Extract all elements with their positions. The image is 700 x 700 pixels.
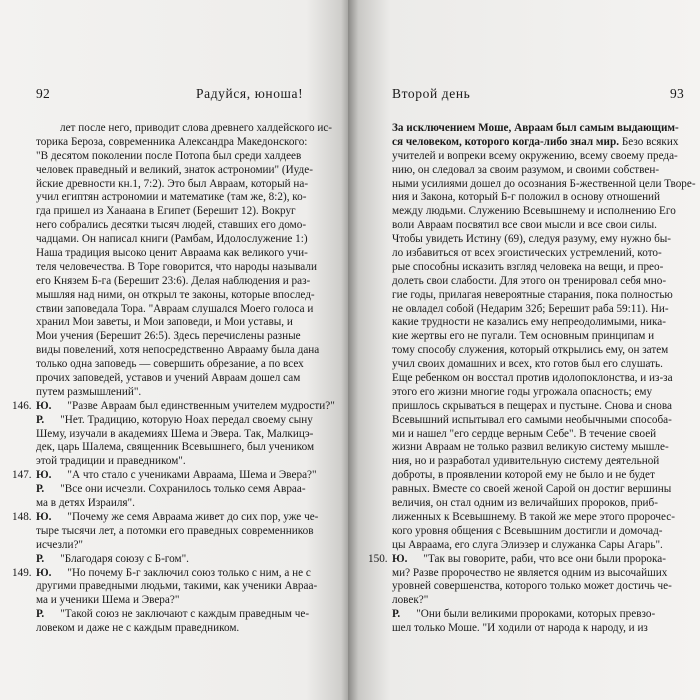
text-line: ния и Закона, который Б-г положил в основу отношений <box>392 191 661 204</box>
dialogue-text: "Все они исчезли. Сохранилось только семя Авраа- <box>60 483 306 496</box>
left-body <box>12 122 336 636</box>
text-line: хранил Мои заветы, и Мои заповеди, и Мои уставы, и <box>36 316 293 329</box>
text-line: Мои учения (Берешит 26:5). Здесь перечислены разные <box>36 330 301 343</box>
text-line: лиженных к Всевышнему. В такой же мере этого пророчес- <box>392 510 675 523</box>
speaker-label: Ю. <box>36 510 52 523</box>
text-line: Еще ребенком он восстал против идолопоклонства, и из-за <box>392 372 673 385</box>
dialogue-line <box>36 553 336 567</box>
text-line: ния, но и разработал удивительную систему деятельной <box>392 455 660 468</box>
text-line: Чтобы увидеть Истину (69), следуя разуму, ему нужно бы- <box>392 233 672 246</box>
text-line: кие жертвы его не пугали. Тем основным принципам и <box>392 330 655 343</box>
text-line: ловек?" <box>392 594 429 607</box>
dialogue-text: "Такой союз не заключают с каждым праведным че- <box>60 608 310 621</box>
text-line: ма в детях Израиля". <box>36 497 135 510</box>
text-line <box>392 136 688 150</box>
text-line: другими праведными людьми, такими, как ученики Авраа- <box>36 580 318 593</box>
question-number: 146. <box>12 399 32 412</box>
speaker-label: Ю. <box>36 399 52 412</box>
question-number: 147. <box>12 469 32 482</box>
right-body <box>368 122 696 636</box>
bold-line: За исключением Моше, Авраам был самым выдающим- <box>392 122 679 134</box>
text-line: виды повелений, хотя непосредственно Аврааму была дана <box>36 344 320 357</box>
text-line: "В десятом поколении после Потопа был среди халдеев <box>36 149 302 162</box>
question-number: 148. <box>12 510 32 523</box>
text-line: человек праведный и великий, знаток астрономии" (Иуде- <box>36 163 313 176</box>
text-line: цы Авраама, его слуга Элиэзер и служанка Сары Агарь". <box>392 538 663 551</box>
right-page-number: 93 <box>670 86 685 101</box>
text-line: шел только Моше. "И ходили от народа к народу, и из <box>392 622 648 635</box>
text-line: него собрались десятки тысяч людей, ставших его домо- <box>36 219 307 232</box>
text-line: ловеком и даже не с каждым праведником. <box>36 622 240 635</box>
text-line: величия, он стал одним из величайших пророков, приб- <box>392 497 658 510</box>
text-line: теля человечества. В Торе говорится, что народы называли <box>36 260 317 273</box>
text-line: учил египтян астрономии и математике (там же, 8:2), ко- <box>36 191 307 204</box>
left-page <box>0 0 348 700</box>
dialogue-line <box>392 608 688 622</box>
dialogue-line <box>12 567 336 581</box>
text-line: гда пришел из Ханаана в Египет (Берешит 12). Вокруг <box>36 205 296 218</box>
text-line: торика Бероза, современника Александра Македонского: <box>36 135 308 148</box>
text-line: между людьми. Служению Всевышнему и исполнению Его <box>392 205 676 218</box>
dialogue-line <box>36 483 336 497</box>
dialogue-line <box>12 469 336 483</box>
dialogue-text: "Почему же семя Авраама живет до сих пор, уже че- <box>67 510 319 523</box>
text-line: чадцами. Он написал книги (Рамбам, Идолослужение 1:) <box>36 233 308 246</box>
text-line: воли Авраам посвятил все свои мысли и все свои силы. <box>392 219 657 232</box>
text-line: тому способу служения, который открылись ему, он затем <box>392 344 669 357</box>
text-line: этой традиции и праведником". <box>36 455 186 468</box>
text-line: какие трудности не казались ему непреодолимыми, ника- <box>392 316 666 329</box>
speaker-label: Р. <box>36 483 45 496</box>
text-line: учил своих домашних и всех, кто готов был его слушать. <box>392 358 663 371</box>
text-line: долеть свои слабости. Для этого он тренировал себя мно- <box>392 274 667 287</box>
right-running-title: Второй день <box>392 86 471 101</box>
right-page <box>348 0 700 700</box>
text-line: гие годы, прилагая невероятные старания, пока полностью <box>392 288 673 301</box>
text-line: ствии заповедала Тора. "Авраам слушался Моего голоса и <box>36 302 314 315</box>
speaker-label: Ю. <box>36 469 52 482</box>
text-line: нию, он следовал за своим разумом, и своими собствен- <box>392 163 660 176</box>
text-line: ми? Разве пророчество не является одним из высочайших <box>392 566 668 579</box>
text-line: равных. Вместе со своей женой Сарой он достиг вершины <box>392 483 672 496</box>
dialogue-text: "Но почему Б-г заключил союз только с ним, а не с <box>67 566 311 579</box>
dialogue-line <box>12 511 336 525</box>
text-line: этого его жизни многие годы угрожала опасность; ему <box>392 385 653 398</box>
text-line: не овладел собой (Недарим 32б; Берешит раба 59:11). Ни- <box>392 302 669 315</box>
text-line: ма и ученики Шема и Эвера?" <box>36 594 180 607</box>
text-fragment: Безо всяких <box>621 135 679 148</box>
text-line: прочих заповедей, уставов и учений Авраам дошел сам <box>36 372 301 385</box>
text-line: дек, царь Шалема, священник Всевышнего, был учеником <box>36 441 315 454</box>
dialogue-text: "А что стало с учениками Авраама, Шема и Эвера?" <box>67 469 317 482</box>
text-line: исчезли?" <box>36 538 83 551</box>
dialogue-text: "Нет. Традицию, которую Ноах передал своему сыну <box>60 413 313 426</box>
left-running-title: Радуйся, юноша! <box>196 86 304 101</box>
text-line: уровней совершенства, которого только может достичь че- <box>392 580 672 593</box>
text-line: кого уровня общения с Всевышним достигли и домочад- <box>392 524 663 537</box>
text-line: рые способны исказить взгляд человека на вещи, и прео- <box>392 260 664 273</box>
bold-line: ся человеком, которого когда-либо знал мир. <box>392 135 620 148</box>
text-line: лет после него, приводит слова древнего халдейского ис- <box>60 122 333 134</box>
text-line: Шему, изучали в академиях Шема и Эвера. Так, Малкицэ- <box>36 427 314 440</box>
dialogue-line <box>368 553 688 567</box>
speaker-label: Ю. <box>392 552 408 565</box>
text-line: путем размышлений". <box>36 385 142 398</box>
text-line: Всевышний испытывал его самыми необычными способа- <box>392 413 672 426</box>
question-number: 150. <box>368 552 388 565</box>
text-line: мышляя над ними, он открыл те законы, которые впослед- <box>36 288 315 301</box>
text-line: тыре тысячи лет, а потомки его праведных современников <box>36 524 314 537</box>
speaker-label: Р. <box>36 413 45 426</box>
dialogue-text: "Разве Авраам был единственным учителем мудрости?" <box>67 399 335 412</box>
text-line: жизни Авраам не только развил великую систему мышле- <box>392 441 669 454</box>
text-line: его Князем Б-га (Берешит 23:6). Делая наблюдения и раз- <box>36 274 311 287</box>
text-line: ло избавиться от всех эгоистических устремлений, кото- <box>392 247 662 260</box>
dialogue-line <box>36 608 336 622</box>
dialogue-text: "Они были великими пророками, которых превзо- <box>416 608 656 621</box>
speaker-label: Р. <box>36 552 45 565</box>
speaker-label: Р. <box>36 608 45 621</box>
dialogue-text: "Благодаря союзу с Б-гом". <box>60 552 189 565</box>
left-page-number: 92 <box>36 86 51 101</box>
text-line: пришлось скрываться в пещерах и пустыне. Снова и снова <box>392 399 672 412</box>
dialogue-line <box>36 414 336 428</box>
speaker-label: Р. <box>392 608 401 621</box>
text-line: ми и нашел "его сердце верным Себе". В течение своей <box>392 427 657 440</box>
text-line: доброты, в проявлении которой ему не было и не будет <box>392 469 655 482</box>
text-line: йские древности кн.1, 7:2). Это был Авраам, который на- <box>36 177 309 190</box>
speaker-label: Ю. <box>36 566 52 579</box>
text-line: только одна заповедь — совершить обрезание, а по всех <box>36 358 304 371</box>
dialogue-line <box>12 400 336 414</box>
text-line: учителей и вопреки всему окружению, всему своему преда- <box>392 149 678 162</box>
question-number: 149. <box>12 566 32 579</box>
dialogue-text: "Так вы говорите, раби, что все они были пророка- <box>423 552 666 565</box>
text-line: ными усилиями дошел до осознания Б-жественной цели Творе- <box>392 177 696 190</box>
text-line: Наша традиция высоко ценит Авраама как великого учи- <box>36 247 308 260</box>
